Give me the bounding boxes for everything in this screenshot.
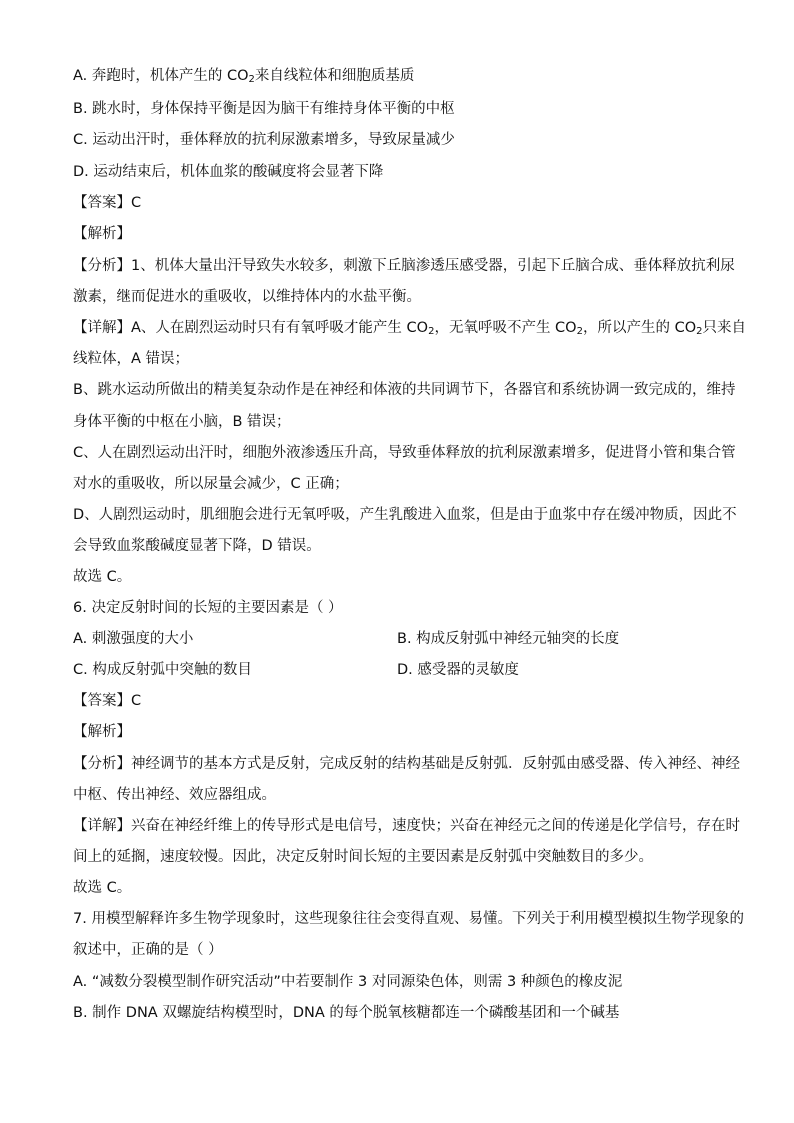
q5-conclusion: 故选 C。 <box>73 569 132 585</box>
q6-answer: 【答案】C <box>73 693 142 709</box>
q5-fenxi-line-2: 激素，继而促进水的重吸收，以维持体内的水盐平衡。 <box>73 289 421 305</box>
q7-option-b: B. 制作 DNA 双螺旋结构模型时，DNA 的每个脱氧核糖都连一个磷酸基团和一个碱基 <box>73 1005 620 1021</box>
q5-xiangjie-line-4: 身体平衡的中枢在小脑，B 错误； <box>73 414 291 430</box>
q5-xiangjie-line-8: 会导致血浆酸碱度显著下降，D 错误。 <box>73 538 321 554</box>
q5-xiangjie-line-3: B、跳水运动所做出的精美复杂动作是在神经和体液的共同调节下，各器官和系统协调一致完成的，维持 <box>73 382 736 398</box>
q6-option-d: D. 感受器的灵敏度 <box>397 662 519 678</box>
q7-stem-line-2: 叙述中，正确的是（ ） <box>73 942 223 958</box>
q6-option-b: B. 构成反射弧中神经元轴突的长度 <box>397 631 620 647</box>
q5-analysis-title: 【解析】 <box>73 226 131 242</box>
q6-fenxi-line-2: 中枢、传出神经、效应器组成。 <box>73 787 276 803</box>
q5-xiangjie-line-7: D、人剧烈运动时，肌细胞会进行无氧呼吸，产生乳酸进入血浆，但是由于血浆中存在缓冲物质，因此不 <box>73 507 737 523</box>
q7-stem-line-1: 7. 用模型解释许多生物学现象时，这些现象往往会变得直观、易懂。下列关于利用模型模拟生物学现象的 <box>73 911 744 927</box>
q5-answer: 【答案】C <box>73 195 142 211</box>
q5-option-c: C. 运动出汗时，垂体释放的抗利尿激素增多，导致尿量减少 <box>73 132 455 148</box>
q5-option-d: D. 运动结束后，机体血浆的酸碱度将会显著下降 <box>73 164 384 180</box>
q7-option-a: A. “减数分裂模型制作研究活动”中若要制作 3 对同源染色体，则需 3 种颜色的橡皮泥 <box>73 974 623 990</box>
q6-option-c: C. 构成反射弧中突触的数目 <box>73 662 252 678</box>
q6-fenxi-line-1: 【分析】神经调节的基本方式是反射，完成反射的结构基础是反射弧．反射弧由感受器、传入神经、神经 <box>73 756 740 772</box>
q5-option-a: A. 奔跑时，机体产生的 $CO_2$来自线粒体和细胞质基质 <box>73 68 415 85</box>
q5-fenxi-line-1: 【分析】1、机体大量出汗导致失水较多，刺激下丘脑渗透压感受器，引起下丘脑合成、垂体释放抗利尿 <box>73 258 735 274</box>
q5-xiangjie-line-5: C、人在剧烈运动出汗时，细胞外液渗透压升高，导致垂体释放的抗利尿激素增多，促进肾小管和集合管 <box>73 445 736 461</box>
q5-xiangjie-line-2: 线粒体，A 错误； <box>73 351 190 367</box>
q6-analysis-title: 【解析】 <box>73 724 131 740</box>
q5-xiangjie-line-6: 对水的重吸收，所以尿量会减少，C 正确； <box>73 476 349 492</box>
q6-xiangjie-line-2: 间上的延搁，速度较慢。因此，决定反射时间长短的主要因素是反射弧中突触数目的多少。 <box>73 849 653 865</box>
q6-conclusion: 故选 C。 <box>73 880 132 896</box>
q5-option-b: B. 跳水时，身体保持平衡是因为脑干有维持身体平衡的中枢 <box>73 101 455 117</box>
q6-stem: 6. 决定反射时间的长短的主要因素是（ ） <box>73 600 343 616</box>
q5-xiangjie-line-1: 【详解】A、人在剧烈运动时只有有氧呼吸才能产生 $CO_2$，无氧呼吸不产生 $CO_2$，所以产生的 $CO_2$只来自 <box>73 320 747 337</box>
q6-option-a: A. 刺激强度的大小 <box>73 631 194 647</box>
q6-xiangjie-line-1: 【详解】兴奋在神经纤维上的传导形式是电信号，速度快；兴奋在神经元之间的传递是化学信号，存在时 <box>73 818 740 834</box>
